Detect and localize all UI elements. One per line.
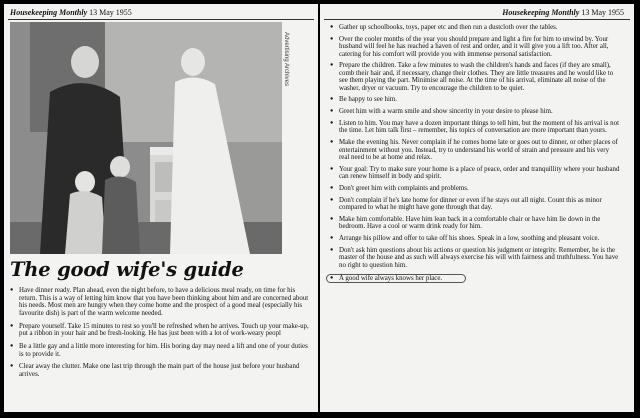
list-item: ● Listen to him. You may have a dozen important things to tell him, but the moment of his arrival is not the time. Let him talk first – remember, his topics of conversation are more important than yours. bbox=[330, 120, 620, 135]
list-item: ● Greet him with a warm smile and show sincerity in your desire to please him. bbox=[330, 108, 620, 115]
right-page-header bbox=[502, 8, 624, 17]
right-list bbox=[330, 24, 620, 287]
publication-date: 13 May 1955 bbox=[89, 8, 132, 17]
left-page-header bbox=[10, 8, 132, 17]
list-item: ● Be a little gay and a little more interesting for him. His boring day may need a lift and one of your duties is to provide it. bbox=[10, 343, 310, 358]
publication-date: 13 May 1955 bbox=[581, 8, 624, 17]
photo-credit: Advertising Archives bbox=[283, 32, 289, 87]
publication-name: Housekeeping Monthly bbox=[10, 8, 88, 17]
list-item: ● Prepare the children. Take a few minutes to wash the children's hands and faces (if they are small), comb their hair and, if necessary, change their clothes. They are little treasures and he would like to see them playing the part. Minimise all noise. At the time of his arrival, eliminate all noise of the washer, dryer or vacuum. Try to encourage the children to be quiet. bbox=[330, 62, 620, 92]
left-page bbox=[4, 4, 318, 412]
vintage-photo bbox=[10, 22, 282, 254]
header-rule bbox=[324, 19, 630, 20]
header-rule bbox=[8, 19, 314, 20]
article-title: The good wife's guide bbox=[10, 258, 244, 281]
list-item: ● Make him comfortable. Have him lean back in a comfortable chair or have him lie down in the bedroom. Have a cool or warm drink ready for him. bbox=[330, 216, 620, 231]
list-item: ● Have dinner ready. Plan ahead, even the night before, to have a delicious meal ready, on time for his return. This is a way of letting him know that you have been thinking about him and are concerned about his needs. Most men are hungry when they come home and the prospect of a good meal (especially his favourite dish) is part of the warm welcome needed. bbox=[10, 287, 310, 317]
list-item: ● Over the cooler months of the year you should prepare and light a fire for him to unwind by. Your husband will feel he has reached a haven of rest and order, and it will give you a lift too. After all, catering for his comfort will provide you with immense personal satisfaction. bbox=[330, 36, 620, 58]
list-item: ● Be happy to see him. bbox=[330, 96, 620, 103]
list-item: ● Don't greet him with complaints and problems. bbox=[330, 185, 620, 192]
list-item: ● Your goal: Try to make sure your home is a place of peace, order and tranquillity where your husband can renew himself in body and spirit. bbox=[330, 166, 620, 181]
list-item: ● Don't ask him questions about his actions or question his judgment or integrity. Remember, he is the master of the house and as such will always exercise his will with fairness and truthfulness. You have no right to question him. bbox=[330, 247, 620, 269]
publication-name: Housekeeping Monthly bbox=[502, 8, 580, 17]
list-item: ● Gather up schoolbooks, toys, paper etc and then run a dustcloth over the tables. bbox=[330, 24, 620, 31]
list-item: ● Clear away the clutter. Make one last trip through the main part of the house just before your husband arrives. bbox=[10, 363, 310, 378]
list-item: ● Prepare yourself. Take 15 minutes to rest so you'll be refreshed when he arrives. Touch up your make-up, put a ribbon in your hair and be fresh-looking. He has just been with a lot of work-weary peopl bbox=[10, 323, 310, 338]
list-item: ● Arrange his pillow and offer to take off his shoes. Speak in a low, soothing and pleasant voice. bbox=[330, 235, 620, 242]
highlighted-list-item: ● A good wife always knows her place. bbox=[326, 274, 466, 283]
list-item: ● Make the evening his. Never complain if he comes home late or goes out to dinner, or other places of entertainment without you. Instead, try to understand his world of strain and pressure and his very real need to be at home and relax. bbox=[330, 139, 620, 161]
right-page bbox=[320, 4, 634, 412]
kitchen-scene-illustration bbox=[10, 22, 282, 254]
left-list bbox=[10, 287, 310, 384]
list-item: ● Don't complain if he's late home for dinner or even if he stays out all night. Count this as minor compared to what he might have gone through that day. bbox=[330, 197, 620, 212]
